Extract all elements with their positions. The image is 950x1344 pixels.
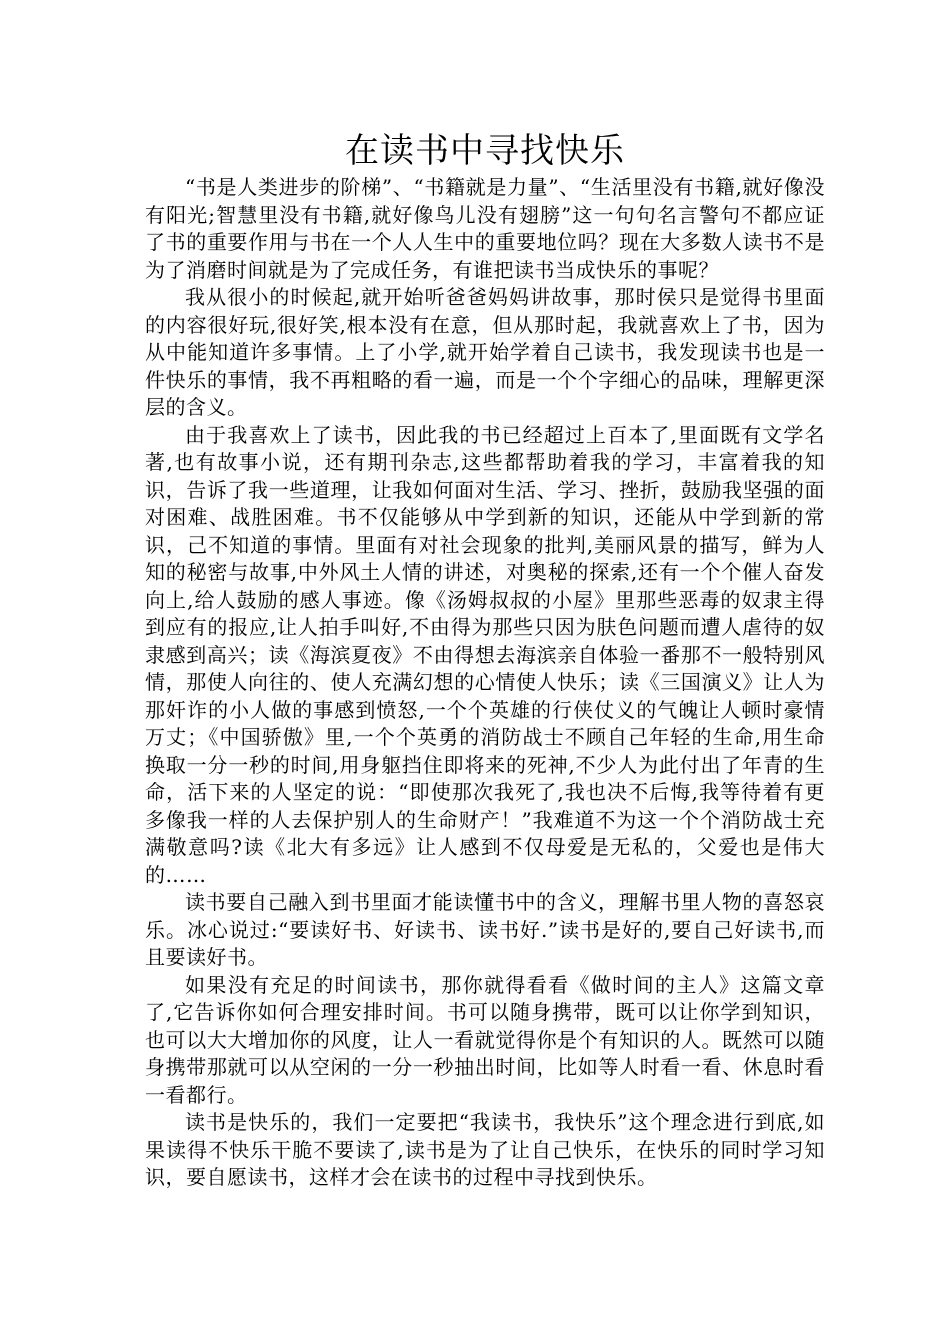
essay xyxy=(145,128,825,1192)
paragraph-4: 读书要自己融入到书里面才能读懂书中的含义，理解书里人物的喜怒哀乐。冰心说过:“要读好书、好读书、读书好.”读书是好的,要自己好读书,而且要读好书。 xyxy=(145,890,825,969)
paragraph-1: “书是人类进步的阶梯”、“书籍就是力量”、“生活里没有书籍,就好像没有阳光;智慧里没有书籍,就好像鸟儿没有翅膀”这一句句名言警句不都应证了书的重要作用与书在一个人人生中的重要地位吗？现在大多数人读书不是为了消磨时间就是为了完成任务，有谁把读书当成快乐的事呢？ xyxy=(145,175,825,282)
paragraph-6: 读书是快乐的，我们一定要把“我读书，我快乐”这个理念进行到底,如果读得不快乐干脆不要读了,读书是为了让自己快乐，在快乐的同时学习知识，要自愿读书，这样才会在读书的过程中寻找到快乐。 xyxy=(145,1110,825,1189)
essay-title: 在读书中寻找快乐 xyxy=(345,131,625,171)
paragraph-5: 如果没有充足的时间读书，那你就得看看《做时间的主人》这篇文章了,它告诉你如何合理安排时间。书可以随身携带，既可以让你学到知识，也可以大大增加你的风度，让人一看就觉得你是个有知识的人。既然可以随身携带那就可以从空闲的一分一秒抽出时间，比如等人时看一看、休息时看一看都行。 xyxy=(145,972,825,1107)
paragraph-2: 我从很小的时候起,就开始听爸爸妈妈讲故事，那时侯只是觉得书里面的内容很好玩,很好笑,根本没有在意，但从那时起，我就喜欢上了书，因为从中能知道许多事情。上了小学,就开始学着自己读书，我发现读书也是一件快乐的事情，我不再粗略的看一遍，而是一个个字细心的品味，理解更深层的含义。 xyxy=(145,285,825,419)
paragraph-3: 由于我喜欢上了读书，因此我的书已经超过上百本了,里面既有文学名著,也有故事小说，还有期刊杂志,这些都帮助着我的学习，丰富着我的知识，告诉了我一些道理，让我如何面对生活、学习、挫折，鼓励我坚强的面对困难、战胜困难。书不仅能够从中学到新的知识，还能从中学到新的常识，己不知道的事情。里面有对社会现象的批判,美丽风景的描写，鲜为人知的秘密与故事,中外风土人情的讲述，对奥秘的探索,还有一个个催人奋发向上,给人鼓励的感人事迹。像《汤姆叔叔的小屋》里那些恶毒的奴隶主得到应有的报应,让人拍手叫好,不由得为那些只因为肤色问题而遭人虐待的奴隶感到高兴；读《海滨夏夜》不由得想去海滨亲自体验一番那不一般特别风情，那使人向往的、使人充满幻想的心情使人快乐；读《三国演义》让人为那奸诈的小人做的事感到愤怒,一个个英雄的行侠仗义的气魄让人顿时豪情万丈；《中国骄傲》里,一个个英勇的消防战士不顾自己年轻的生命,用生命换取一分一秒的时间,用身躯挡住即将来的死神,不少人为此付出了年青的生命，活下来的人坚定的说：“即使那次我死了,我也决不后悔,我等待着有更多像我一样的人去保护别人的生命财产！”我难道不为这一个个消防战士充满敬意吗?读《北大有多远》让人感到不仅母爱是无私的，父爱也是伟大的…… xyxy=(145,422,825,887)
